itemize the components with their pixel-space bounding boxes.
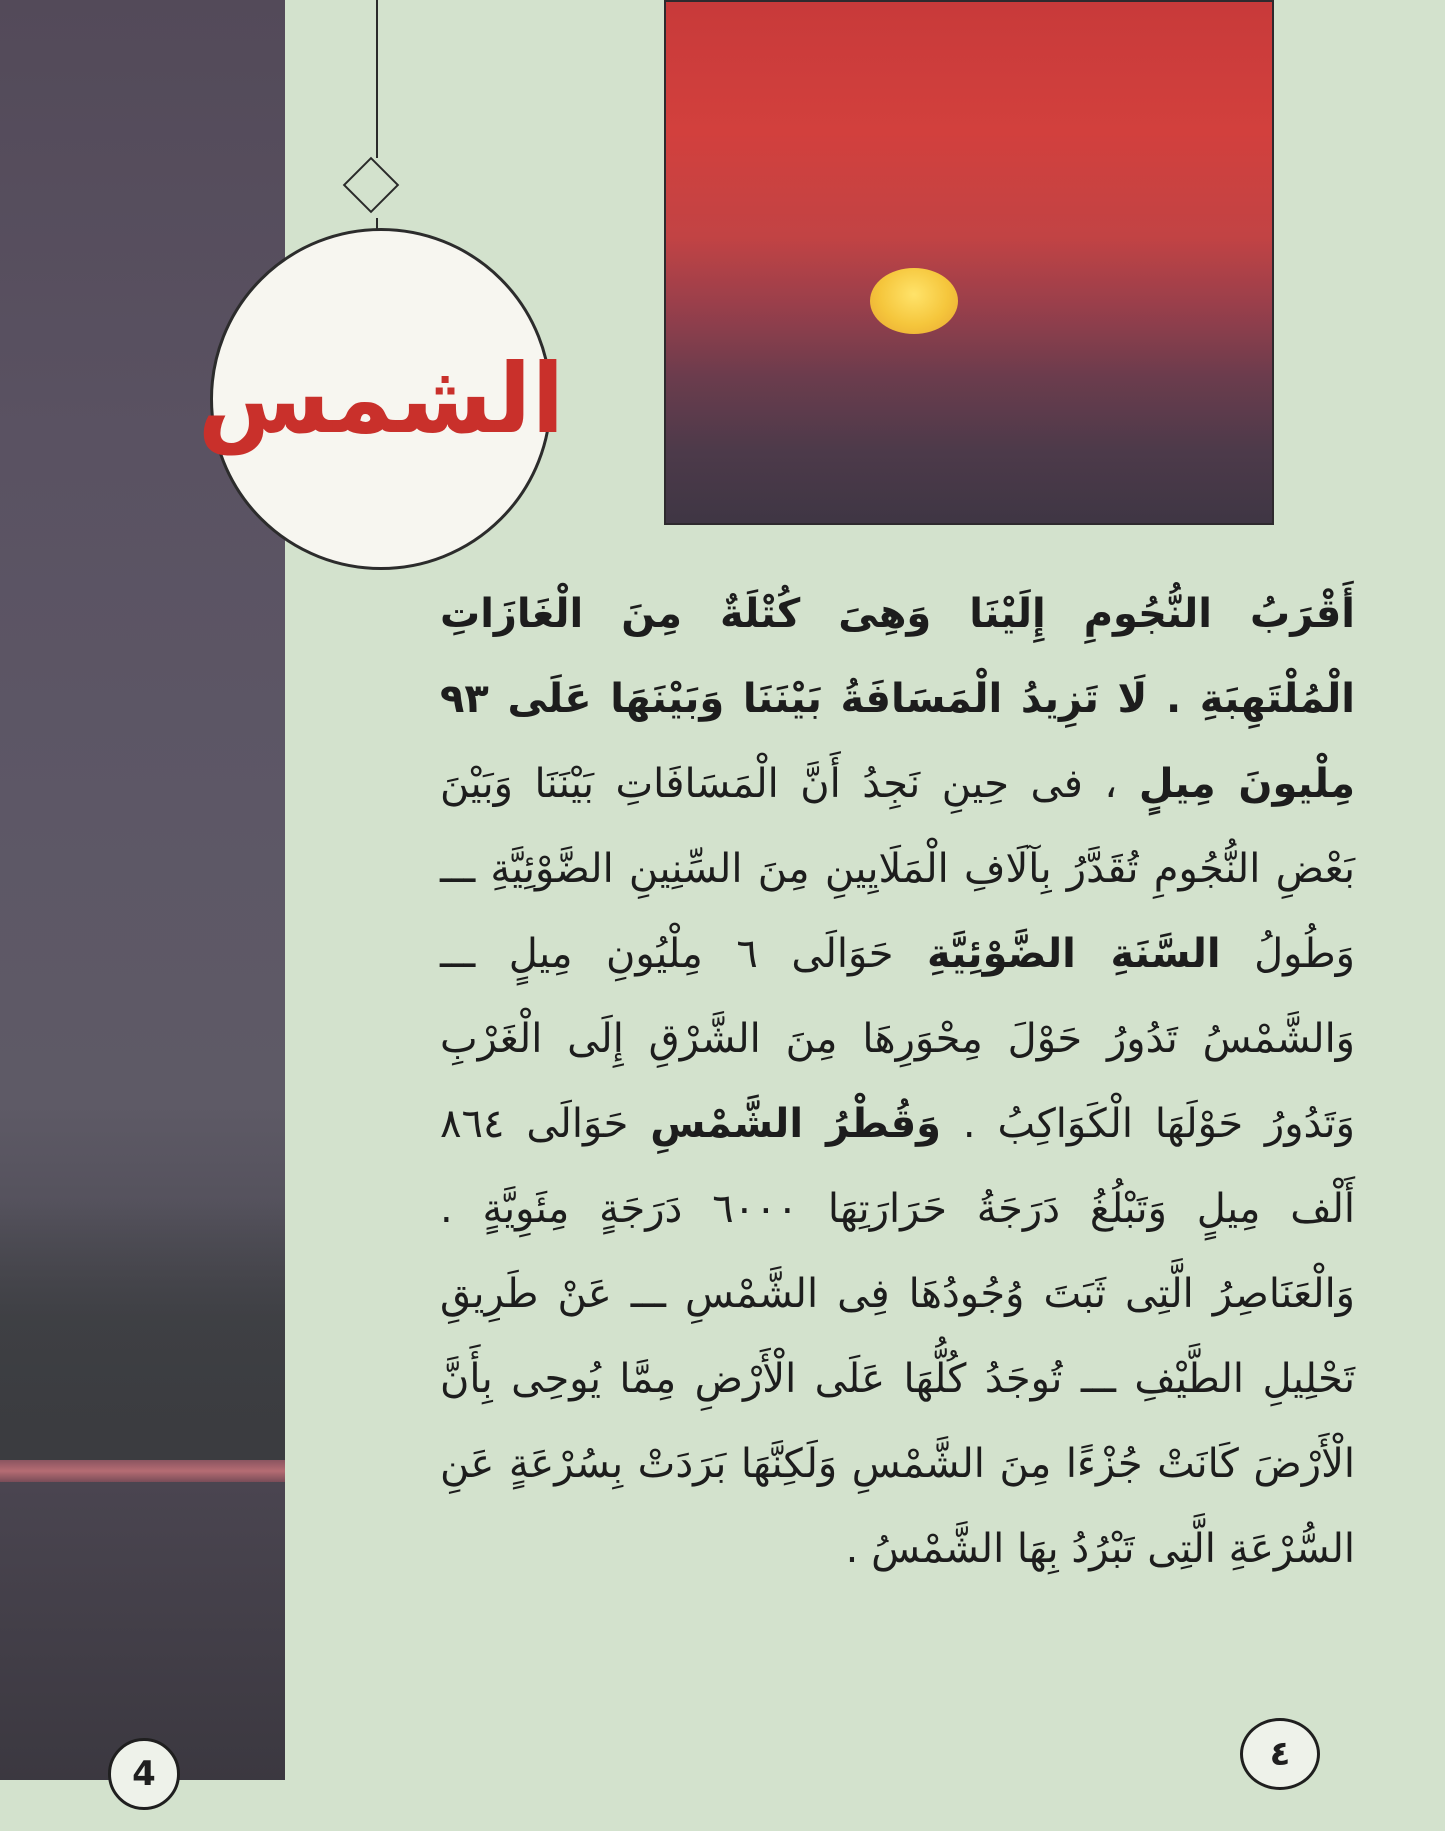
tree-silhouette [0,1200,285,1500]
page-number-latin-text: 4 [132,1754,156,1794]
page-number-arabic-text: ٤ [1269,1734,1291,1774]
page-title: الشمس [197,343,565,455]
page-number-latin [108,1738,180,1810]
body-paragraph [440,572,1355,1702]
ornament-diamond-icon [343,157,400,214]
sun-photo [664,0,1274,525]
text-segment: ، فى حِينِ نَجِدُ أَنَّ الْمَسَافَاتِ بَيْنَنَا وَبَيْنَ بَعْضِ النُّجُومِ تُقَدَّرُ بِآلَافِ الْمَلَايِينِ مِنَ السِّنِينِ الضَّوْئِيَّةِ ـــ وَطُولُ [440,761,1355,977]
horizon-reflection [0,1460,285,1482]
text-segment: حَوَالَى ٦ مِلْيُونِ مِيلٍ ـــ وَالشَّمْسُ تَدُورُ حَوْلَ مِحْوَرِهَا مِنَ الشَّرْقِ إِلَى الْغَرْبِ وَتَدُورُ حَوْلَهَا الْكَوَاكِبُ . [440,931,1355,1147]
sun-disc [870,268,958,334]
text-segment: حَوَالَى ٨٦٤ أَلْف مِيلٍ وَتَبْلُغُ دَرَجَةُ حَرَارَتِهَا ٦٠٠٠ دَرَجَةٍ مِئَوِيَّةٍ . وَالْعَنَاصِرُ الَّتِى ثَبَتَ وُجُودُهَا فِى الشَّمْسِ ـــ عَنْ طَرِيقِ تَحْلِيلِ الطَّيْفِ ـــ تُوجَدُ كُلُّهَا عَلَى الْأَرْضِ مِمَّا يُوحِى بِأَنَّ الْأَرْضَ كَانَتْ جُزْءًا مِنَ الشَّمْسِ وَلَكِنَّهَا بَرَدَتْ بِسُرْعَةٍ عَنِ السُّرْعَةِ الَّتِى تَبْرُدُ بِهَا الشَّمْسُ . [440,1101,1355,1572]
dusk-landscape-photo [0,0,285,1780]
text-segment: أَقْرَبُ النُّجُومِ إِلَيْنَا وَهِىَ كُتْلَةٌ مِنَ الْغَازَاتِ الْمُلْتَهِبَةِ . لَا تَزِيدُ الْمَسَافَةُ بَيْنَنَا وَبَيْنَهَا عَلَى ٩٣ مِلْيونَ مِيلٍ [440,591,1355,807]
ornament-string [376,0,378,158]
page-number-arabic [1240,1718,1320,1790]
foreground-shadow [0,1482,285,1780]
text-segment: وَقُطْرُ الشَّمْسِ [650,1101,942,1147]
title-medallion [197,228,565,570]
text-segment: السَّنَةِ الضَّوْئِيَّةِ [926,931,1221,977]
